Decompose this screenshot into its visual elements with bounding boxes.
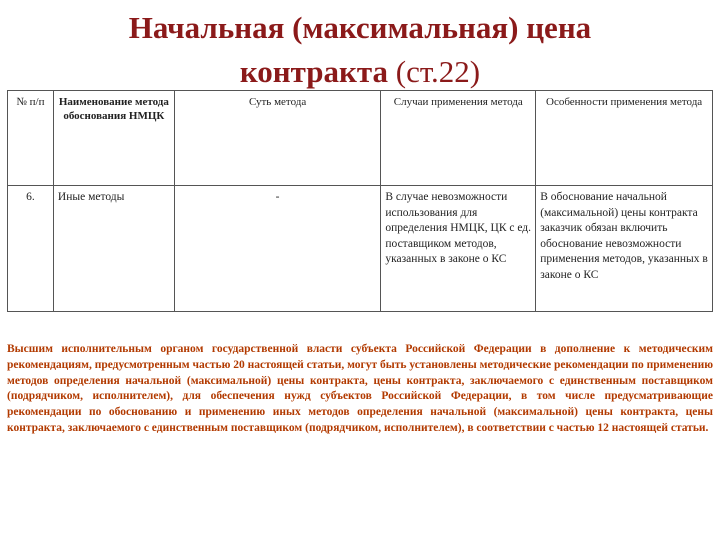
slide-title bbox=[0, 6, 720, 94]
cell-cases: В случае невозможности использования для определения НМЦК, ЦК с ед. поставщиком методов, указанных в законе о КС bbox=[381, 186, 536, 312]
cell-num: 6. bbox=[8, 186, 54, 312]
header-features: Особенности применения метода bbox=[536, 91, 713, 186]
table-header-row bbox=[8, 91, 713, 186]
table-row bbox=[8, 186, 713, 312]
header-cases: Случаи применения метода bbox=[381, 91, 536, 186]
header-method-name: Наименование метода обоснования НМЦК bbox=[53, 91, 174, 186]
header-essence: Суть метода bbox=[174, 91, 381, 186]
header-num: № п/п bbox=[8, 91, 54, 186]
legal-note: Высшим исполнительным органом государственной власти субъекта Российской Федерации в дополнение к методическим рекомендациям, предусмотренным частью 20 настоящей статьи, могут быть установлены методические рекомендации по применению методов определения начальной (максимальной) цены контракта, цены контракта, заключаемого с единственным поставщиком (подрядчиком, исполнителем), для обеспечения нужд субъектов Российской Федерации, в том числе предусматривающие рекомендации по обоснованию и применению иных методов определения начальной (максимальной) цены контракта, цены контракта, заключаемого с единственным поставщиком (подрядчиком, исполнителем), в соответствии с частью 12 настоящей статьи. bbox=[7, 343, 713, 434]
methods-table bbox=[7, 90, 713, 312]
cell-features: В обоснование начальной (максимальной) цены контракта заказчик обязан включить обоснование невозможности применения методов, указанных в законе о КС bbox=[536, 186, 713, 312]
title-line-1: Начальная (максимальная) цена bbox=[128, 10, 592, 45]
cell-method-name: Иные методы bbox=[53, 186, 174, 312]
title-article-ref: (ст.22) bbox=[395, 54, 481, 89]
title-line-2-main: контракта bbox=[239, 54, 388, 89]
cell-essence: - bbox=[174, 186, 381, 312]
title-line-2 bbox=[0, 50, 720, 94]
